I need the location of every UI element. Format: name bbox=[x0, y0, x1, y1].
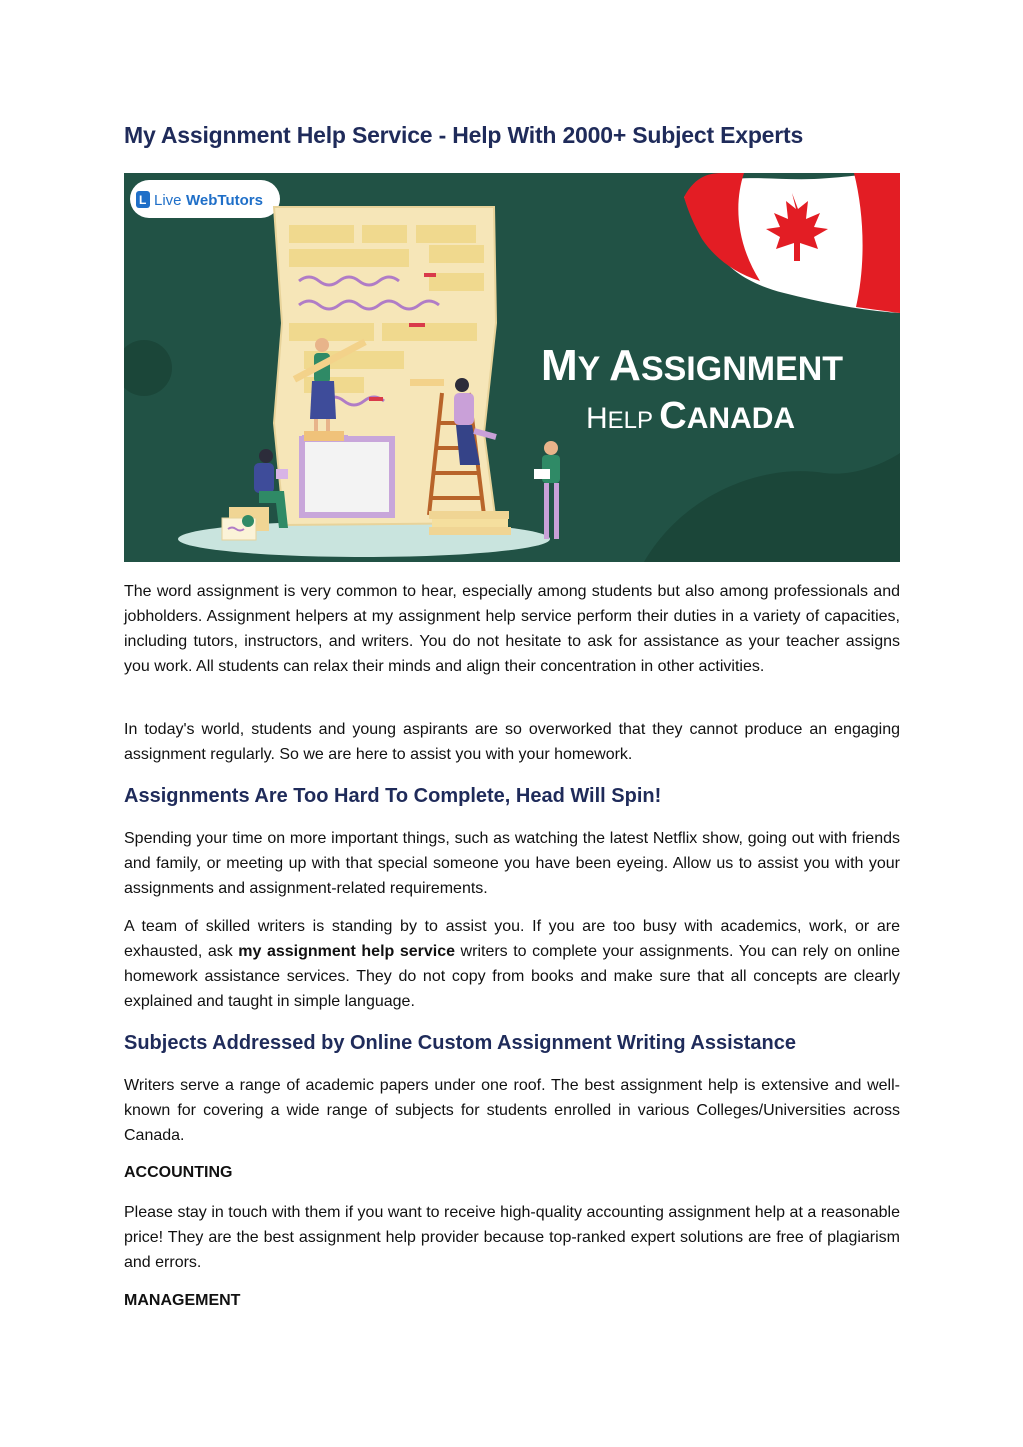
bold-keyword: my assignment help service bbox=[238, 943, 456, 960]
paragraph-skilled-writers bbox=[124, 914, 900, 1014]
banner-heading bbox=[541, 341, 843, 437]
paragraph-spending-time: Spending your time on more important things, such as watching the latest Netflix show, going out with friends and family, or meeting up with that special someone you have been eyeing. Allow us to assist you with your assignments and assignment-related requirements. bbox=[124, 830, 900, 897]
assignment-paper-illustration bbox=[274, 207, 496, 525]
hero-banner-image bbox=[124, 173, 900, 562]
decor-circle bbox=[124, 340, 172, 396]
svg-text:WebTutors: WebTutors bbox=[186, 192, 263, 209]
decor-wave bbox=[644, 453, 900, 562]
paragraph-intro: The word assignment is very common to hear, especially among students but also among professionals and jobholders. Assignment helpers at my assignment help service perform their duties in a variety of capacities, including tutors, instructors, and writers. You do not hesitate to ask for assistance as your teacher assigns you work. All students can relax their minds and align their concentration in other activities. bbox=[124, 583, 900, 675]
svg-text:MY ASSIGNMENT: MY ASSIGNMENT bbox=[541, 341, 844, 390]
page-title: My Assignment Help Service - Help With 2000+ Subject Experts bbox=[124, 122, 804, 148]
paragraph-text: writers to complete your assignments. You can rely on online homework assistance services. They do not copy from books and make sure that all concepts are clearly explained and taught in simple language. bbox=[124, 943, 901, 1010]
paragraph-accounting: Please stay in touch with them if you want to receive high-quality accounting assignment help at a reasonable price! They are the best assignment help provider because top-ranked expert solutions are free of plagiarism and errors. bbox=[124, 1204, 900, 1271]
canada-flag-illustration bbox=[684, 173, 900, 313]
subheading-management: MANAGEMENT bbox=[124, 1292, 241, 1309]
livewebtutors-logo bbox=[130, 180, 280, 218]
paragraph-overworked: In today's world, students and young aspirants are so overworked that they cannot produce an engaging assignment regularly. So we are here to assist you with your homework. bbox=[124, 721, 900, 763]
svg-text:HELP CANADA: HELP CANADA bbox=[586, 395, 796, 437]
paragraph-text: A team of skilled writers is standing by to assist you. If you are too busy with academics, work, or are exhausted, ask bbox=[124, 918, 900, 960]
svg-text:Live: Live bbox=[154, 192, 182, 209]
section-heading-subjects: Subjects Addressed by Online Custom Assignment Writing Assistance bbox=[124, 1032, 796, 1054]
subheading-accounting: ACCOUNTING bbox=[124, 1164, 233, 1181]
paragraph-writers-serve: Writers serve a range of academic papers under one roof. The best assignment help is extensive and well-known for covering a wide range of subjects for students enrolled in various Colleges/Universities across Canada. bbox=[124, 1077, 900, 1144]
section-heading-too-hard: Assignments Are Too Hard To Complete, Head Will Spin! bbox=[124, 785, 662, 807]
svg-text:L: L bbox=[139, 193, 147, 207]
